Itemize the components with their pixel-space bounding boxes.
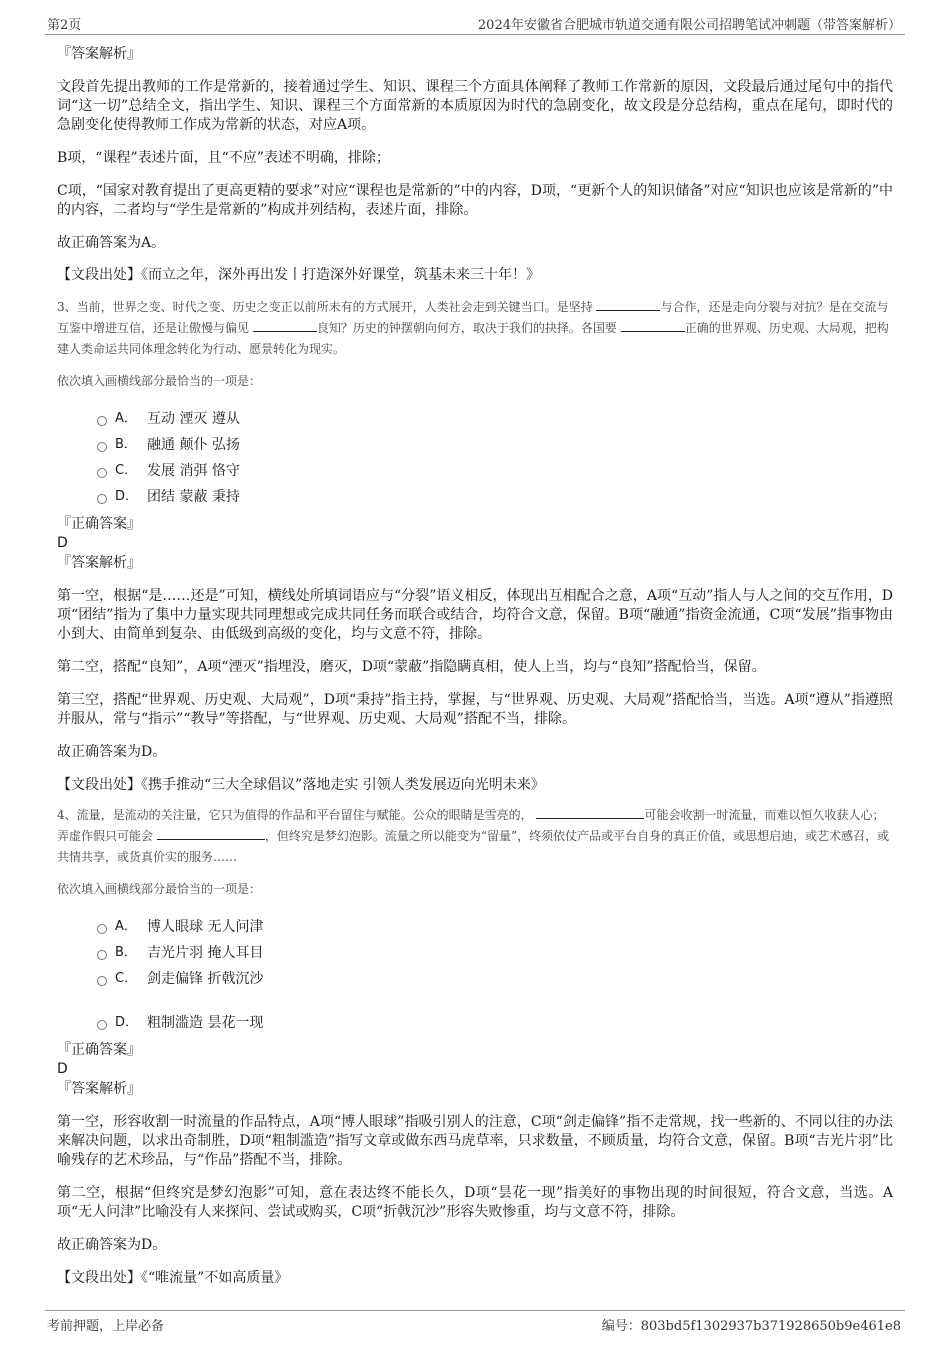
source-citation: 【文段出处】《“唯流量”不如高质量》 xyxy=(57,1270,289,1286)
question-3-text: 3、当前，世界之变、时代之变、历史之变正以前所未有的方式展开，人类社会走到关键当口。是坚持 与合作，还是走向分裂与对抗？是在交流与互鉴中增进互信，还是让傲慢与偏见 良知？历史的钟摆朝向何方，取决于我们的抉择。各国要 正确的世界观、历史观、大局观，把构建人类命运共同体理念转化为行动、愿景转化为现实。 xyxy=(57,297,893,360)
blank-3 xyxy=(621,318,685,332)
analysis-paragraph: 文段首先提出教师的工作是常新的，接着通过学生、知识、课程三个方面具体阐释了教师工作常新的原因，文段最后通过尾句中的指代词“这一切”总结全文，指出学生、知识、课程三个方面常新的本质原因为时代的急剧变化，故文段是分总结构，重点在尾句，即时代的急剧变化使得教师工作成为常新的状态，对应A项。 xyxy=(57,79,893,133)
analysis-label: 『答案解析』 xyxy=(57,46,141,62)
analysis-paragraph: B项，“课程”表述片面，且“不应”表述不明确，排除； xyxy=(57,150,390,166)
option-a[interactable]: A． 互动 湮灭 遵从 xyxy=(57,406,893,432)
option-c[interactable]: C． 发展 消弭 恪守 xyxy=(57,458,893,484)
radio-button[interactable] xyxy=(97,950,107,960)
page-number: 第2页 xyxy=(47,18,82,33)
question-3-prompt: 依次填入画横线部分最恰当的一项是： xyxy=(57,374,262,388)
option-d[interactable]: D． 粗制滥造 昙花一现 xyxy=(57,1010,893,1036)
analysis-paragraph: 第二空，根据“但终究是梦幻泡影”可知，意在表达终不能长久，D项“昙花一现”指美好的事物出现的时间很短，符合文意，当选。A项“无人问津”比喻没有人来探问、尝试或购买，C项“折戟沉沙”形容失败惨重，均与文意不符，排除。 xyxy=(57,1185,893,1220)
page-content xyxy=(57,44,893,1288)
option-a[interactable]: A． 博人眼球 无人问津 xyxy=(57,914,893,940)
final-answer: 故正确答案为D。 xyxy=(57,744,167,760)
document-title: 2024年安徽省合肥城市轨道交通有限公司招聘笔试冲刺题（带答案解析） xyxy=(477,18,901,33)
question-4-text: 4、流量，是流动的关注量，它只为值得的作品和平台留住与赋能。公众的眼睛是雪亮的， 可能会收割一时流量，而难以恒久收获人心；弄虚作假只可能会 ，但终究是梦幻泡影。流量之所以能变为“留量”，终须依仗产品或平台自身的真正价值，或思想启迪，或艺术感召，或共情共享，或货真价实的服务…… xyxy=(57,805,893,868)
option-b[interactable]: B． 吉光片羽 掩人耳目 xyxy=(57,940,893,966)
question-4-prompt: 依次填入画横线部分最恰当的一项是： xyxy=(57,882,262,896)
radio-button[interactable] xyxy=(97,494,107,504)
question-3-options xyxy=(57,406,893,510)
correct-answer: D xyxy=(57,535,68,551)
radio-button[interactable] xyxy=(97,442,107,452)
correct-answer: D xyxy=(57,1061,68,1077)
page-header xyxy=(45,12,905,35)
footer-slogan: 考前押题，上岸必备 xyxy=(47,1319,165,1334)
final-answer: 故正确答案为A。 xyxy=(57,235,166,251)
blank-2 xyxy=(253,318,317,332)
analysis-paragraph: 第三空，搭配“世界观、历史观、大局观”，D项“秉持”指主持，掌握，与“世界观、历史观、大局观”搭配恰当，当选。A项“遵从”指遵照并服从，常与“指示”“教导”等搭配，与“世界观、历史观、大局观”搭配不当，排除。 xyxy=(57,692,893,727)
option-b[interactable]: B． 融通 颠仆 弘扬 xyxy=(57,432,893,458)
analysis-paragraph: 第一空，形容收割一时流量的作品特点，A项“博人眼球”指吸引别人的注意，C项“剑走偏锋”指不走常规，找一些新的、不同以往的办法来解决问题，以求出奇制胜，D项“粗制滥造”指写文章或做东西马虎草率，只求数量，不顾质量，均符合文意，保留。B项“吉光片羽”比喻残存的艺术珍品，与“作品”搭配不当，排除。 xyxy=(57,1114,893,1168)
radio-button[interactable] xyxy=(97,468,107,478)
document-code: 编号：803bd5f1302937b371928650b9e461e8 xyxy=(601,1319,901,1334)
analysis-paragraph: 第二空，搭配“良知”，A项“湮灭”指埋没，磨灭，D项“蒙蔽”指隐瞒真相，使人上当，均与“良知”搭配恰当，保留。 xyxy=(57,659,766,675)
analysis-label: 『答案解析』 xyxy=(57,555,141,571)
radio-button[interactable] xyxy=(97,1020,107,1030)
source-citation: 【文段出处】《而立之年，深外再出发丨打造深外好课堂，筑基未来三十年！》 xyxy=(57,267,540,283)
final-answer: 故正确答案为D。 xyxy=(57,1237,167,1253)
blank-2 xyxy=(157,826,265,840)
option-c[interactable]: C． 剑走偏锋 折戟沉沙 xyxy=(57,966,893,992)
analysis-paragraph: C项，“国家对教育提出了更高更精的要求”对应“课程也是常新的”中的内容，D项，“更新个人的知识储备”对应“知识也应该是常新的”中的内容，二者均与“学生是常新的”构成并列结构，表述片面，排除。 xyxy=(57,183,893,218)
correct-answer-label: 『正确答案』 xyxy=(57,516,141,532)
radio-button[interactable] xyxy=(97,976,107,986)
radio-button[interactable] xyxy=(97,416,107,426)
option-d[interactable]: D． 团结 蒙蔽 秉持 xyxy=(57,484,893,510)
analysis-paragraph: 第一空，根据“是……还是”可知，横线处所填词语应与“分裂”语义相反，体现出互相配合之意，A项“互动”指人与人之间的交互作用，D项“团结”指为了集中力量实现共同理想或完成共同任务而联合或结合，均符合文意，保留。B项“融通”指资金流通，C项“发展”指事物由小到大、由简单到复杂、由低级到高级的变化，均与文意不符，排除。 xyxy=(57,588,893,642)
analysis-label: 『答案解析』 xyxy=(57,1081,141,1097)
question-4-options xyxy=(57,914,893,1036)
source-citation: 【文段出处】《携手推动“三大全球倡议”落地走实 引领人类发展迈向光明未来》 xyxy=(57,777,545,793)
page-footer xyxy=(45,1310,905,1333)
radio-button[interactable] xyxy=(97,924,107,934)
blank-1 xyxy=(536,805,644,819)
correct-answer-label: 『正确答案』 xyxy=(57,1042,141,1058)
blank-1 xyxy=(596,297,660,311)
